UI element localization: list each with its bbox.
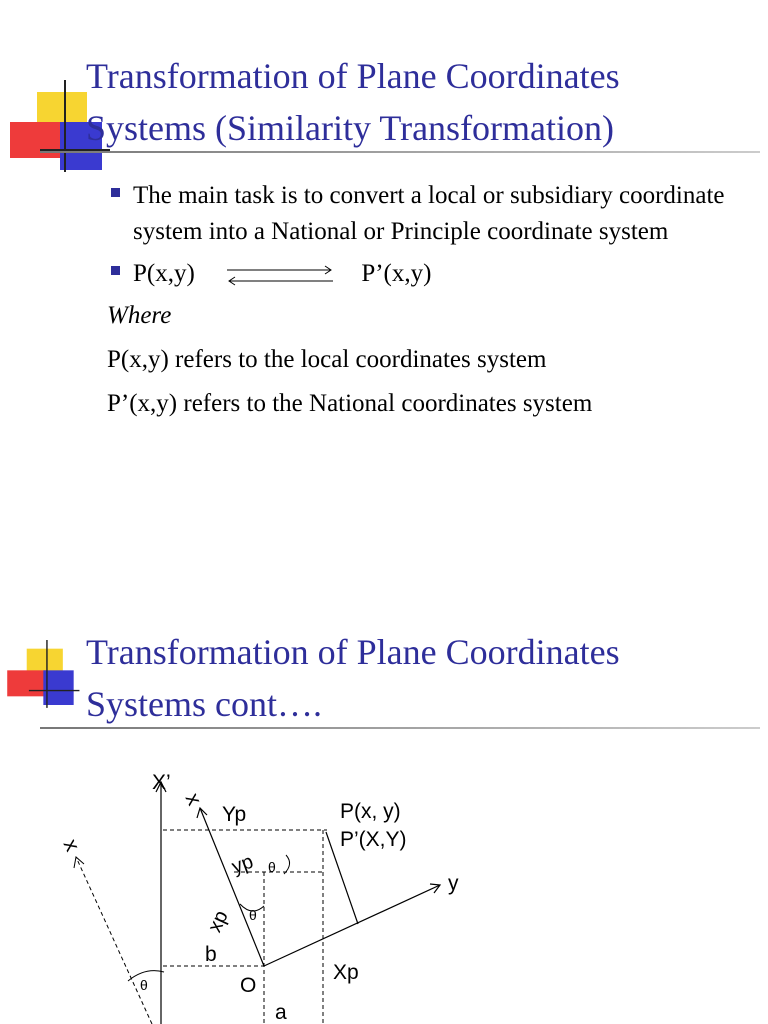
y-axis xyxy=(264,885,440,966)
slide-2 xyxy=(0,512,768,1024)
label-yp: yp xyxy=(228,850,257,879)
where-label: Where xyxy=(107,302,172,329)
label-theta-2: θ xyxy=(249,907,257,923)
label-theta-1: θ xyxy=(268,859,276,875)
slide-body xyxy=(107,178,747,422)
title-line-1: Transformation of Plane Coordinates xyxy=(86,56,620,96)
bullet-square-icon xyxy=(111,188,120,197)
title-underline xyxy=(40,151,760,153)
national-system-line: P’(x,y) refers to the National coordinates system xyxy=(107,390,593,417)
double-arrow-icon xyxy=(225,263,335,287)
slide-title xyxy=(86,626,766,730)
label-a: a xyxy=(275,1001,287,1024)
label-X-prime: X’ xyxy=(152,771,171,794)
bullet-p-mapping xyxy=(107,256,747,292)
label-x-left: x xyxy=(58,835,84,855)
title-underline xyxy=(40,727,760,729)
local-system-line: P(x,y) refers to the local coordinates system xyxy=(107,346,547,373)
label-Xp: Xp xyxy=(333,961,359,984)
bullet-main-task xyxy=(107,178,747,250)
slide-title xyxy=(86,50,766,154)
label-xp: xp xyxy=(203,907,233,936)
bullet-text: The main task is to convert a local or subsidiary coordinate system into a National or Principle coordinate system xyxy=(133,182,725,245)
p-local-label: P(x,y) xyxy=(133,260,195,287)
x-left-dashed-axis xyxy=(76,857,152,1024)
coordinate-diagram xyxy=(0,752,768,1024)
title-line-1: Transformation of Plane Coordinates xyxy=(86,632,620,672)
title-line-2: Systems cont…. xyxy=(86,684,323,724)
label-P: P(x, y) xyxy=(340,800,401,823)
label-Yp: Yp xyxy=(222,803,247,826)
bullet-square-icon xyxy=(111,266,120,275)
title-line-2: Systems (Similarity Transformation) xyxy=(86,108,615,148)
label-O: O xyxy=(240,974,257,997)
label-P-prime: P’(X,Y) xyxy=(340,828,407,851)
label-b: b xyxy=(205,943,217,966)
label-y: y xyxy=(448,872,459,895)
label-x-rotated: x xyxy=(180,789,206,809)
p-national-label: P’(x,y) xyxy=(361,260,432,287)
label-theta-3: θ xyxy=(140,977,148,993)
